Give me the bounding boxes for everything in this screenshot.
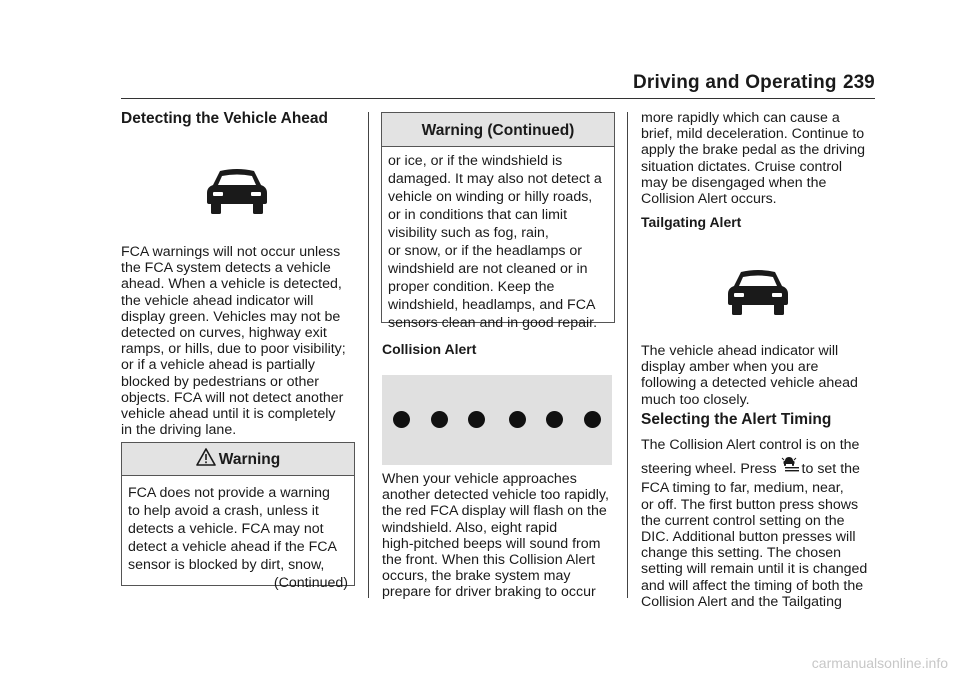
continued-label: (Continued) <box>273 575 348 591</box>
text-line: to help avoid a crash, unless it <box>128 503 319 519</box>
text-line: setting will remain until it is changed <box>641 561 868 578</box>
text-line: vehicle on winding or hilly roads, <box>388 189 593 205</box>
text-line: occurs, the brake system may <box>382 568 571 585</box>
warning-body <box>122 476 354 592</box>
warning-body <box>382 147 614 332</box>
warning-title: Warning <box>218 451 281 468</box>
text-line: DIC. Additional button presses will <box>641 529 856 546</box>
vehicle-ahead-icon <box>728 269 788 316</box>
text-line: the FCA system detects a vehicle <box>121 260 331 277</box>
text-line: When your vehicle approaches <box>382 471 577 487</box>
warning-continued-box <box>381 112 615 331</box>
text-line: or in conditions that can limit <box>388 207 568 223</box>
text-line <box>641 456 886 477</box>
text-line: display amber when you are <box>641 359 819 376</box>
column-divider <box>627 112 628 598</box>
text-line: change this setting. The chosen <box>641 545 842 562</box>
heading-collision-alert: Collision Alert <box>382 341 477 357</box>
tailgating-text <box>641 343 881 408</box>
text-line: Collision Alert occurs. <box>641 191 777 208</box>
text-line: vehicle ahead until it is completely <box>121 406 336 423</box>
text-line: may be disengaged when the <box>641 174 827 191</box>
page-number: 239 <box>843 72 875 93</box>
text-line: or if a vehicle ahead is partially <box>121 357 315 374</box>
text-line: the current control setting on the <box>641 512 845 529</box>
text-line: in the driving lane. <box>121 422 237 439</box>
text-line: the front. When this Collision Alert <box>382 552 595 569</box>
text-line: brief, mild deceleration. Continue to <box>641 126 865 143</box>
text-line: FCA timing to far, medium, near, <box>641 480 844 497</box>
led-dot-icon <box>431 411 448 428</box>
warning-box <box>121 442 355 591</box>
fca-detection-text <box>121 244 361 438</box>
collision-alert-text <box>382 471 627 601</box>
text-line: sensors clean and in good repair. <box>388 315 598 331</box>
fca-red-display-icon <box>382 375 612 465</box>
warning-continued-header: Warning (Continued) <box>382 113 614 147</box>
column-divider <box>368 112 369 598</box>
heading-detecting-vehicle-ahead: Detecting the Vehicle Ahead <box>121 110 329 127</box>
text-line: visibility such as fog, rain, <box>388 225 549 241</box>
text-line: detects a vehicle. FCA may not <box>128 521 324 537</box>
led-dot-icon <box>546 411 563 428</box>
led-dot-icon <box>509 411 526 428</box>
warning-triangle-icon <box>196 448 216 466</box>
text-line: apply the brake pedal as the driving <box>641 142 865 159</box>
text-line: sensor is blocked by dirt, snow, <box>128 557 325 573</box>
text-line: proper condition. Keep the <box>388 279 555 295</box>
text-line: ahead. When a vehicle is detected, <box>121 276 342 293</box>
text-line: high-pitched beeps will sound from <box>382 535 601 552</box>
text-line: windshield, headlamps, and FCA <box>388 297 596 313</box>
text-line: ramps, or hills, due to poor visibility; <box>121 341 346 358</box>
led-dot-icon <box>393 411 410 428</box>
heading-selecting-alert-timing: Selecting the Alert Timing <box>641 411 832 428</box>
column-1 <box>121 111 361 127</box>
text-line: objects. FCA will not detect another <box>121 389 344 406</box>
text-line: display green. Vehicles may not be <box>121 308 341 325</box>
header-rule <box>121 98 875 99</box>
tailgating-subheading <box>641 214 881 230</box>
alert-timing-text <box>641 437 886 610</box>
text-line: or ice, or if the windshield is <box>388 153 563 169</box>
led-dot-icon <box>584 411 601 428</box>
text-fragment: steering wheel. Press <box>641 461 777 478</box>
text-line: FCA warnings will not occur unless <box>121 244 341 260</box>
text-line: the vehicle ahead indicator will <box>121 292 314 309</box>
text-line: Collision Alert and the Tailgating <box>641 593 842 610</box>
text-line: windshield are not cleaned or in <box>388 261 588 277</box>
text-line: FCA does not provide a warning <box>128 485 330 501</box>
text-line: or off. The first button press shows <box>641 496 859 513</box>
warning-header <box>122 443 354 476</box>
section-title: Driving and Operating <box>633 72 837 93</box>
alert-timing-heading <box>641 412 881 428</box>
watermark-link[interactable]: carmanualsonline.info <box>811 655 948 671</box>
cruise-disengage-text <box>641 110 881 207</box>
text-line: The vehicle ahead indicator will <box>641 343 839 359</box>
text-line: blocked by pedestrians or other <box>121 373 319 390</box>
text-line: much too closely. <box>641 391 750 408</box>
vehicle-ahead-icon <box>207 168 267 215</box>
text-fragment: to set the <box>801 461 860 478</box>
text-line: detect a vehicle ahead if the FCA <box>128 539 337 555</box>
text-line: prepare for driver braking to occur <box>382 584 596 601</box>
text-line: The Collision Alert control is on the <box>641 437 860 453</box>
led-dot-icon <box>468 411 485 428</box>
text-line: or snow, or if the headlamps or <box>388 243 582 259</box>
collision-alert-timing-icon <box>780 456 800 473</box>
text-line: damaged. It may also not detect a <box>388 171 602 187</box>
text-line: detected on curves, highway exit <box>121 325 327 342</box>
heading-tailgating-alert: Tailgating Alert <box>641 214 742 230</box>
text-line: situation dictates. Cruise control <box>641 158 843 175</box>
text-line: the red FCA display will flash on the <box>382 503 607 520</box>
column-2-subheading <box>382 341 622 357</box>
text-line: following a detected vehicle ahead <box>641 375 858 392</box>
text-line: windshield. Also, eight rapid <box>382 519 558 536</box>
text-line: more rapidly which can cause a <box>641 110 840 126</box>
text-line: another detected vehicle too rapidly, <box>382 487 609 504</box>
text-line: and will affect the timing of both the <box>641 577 864 594</box>
